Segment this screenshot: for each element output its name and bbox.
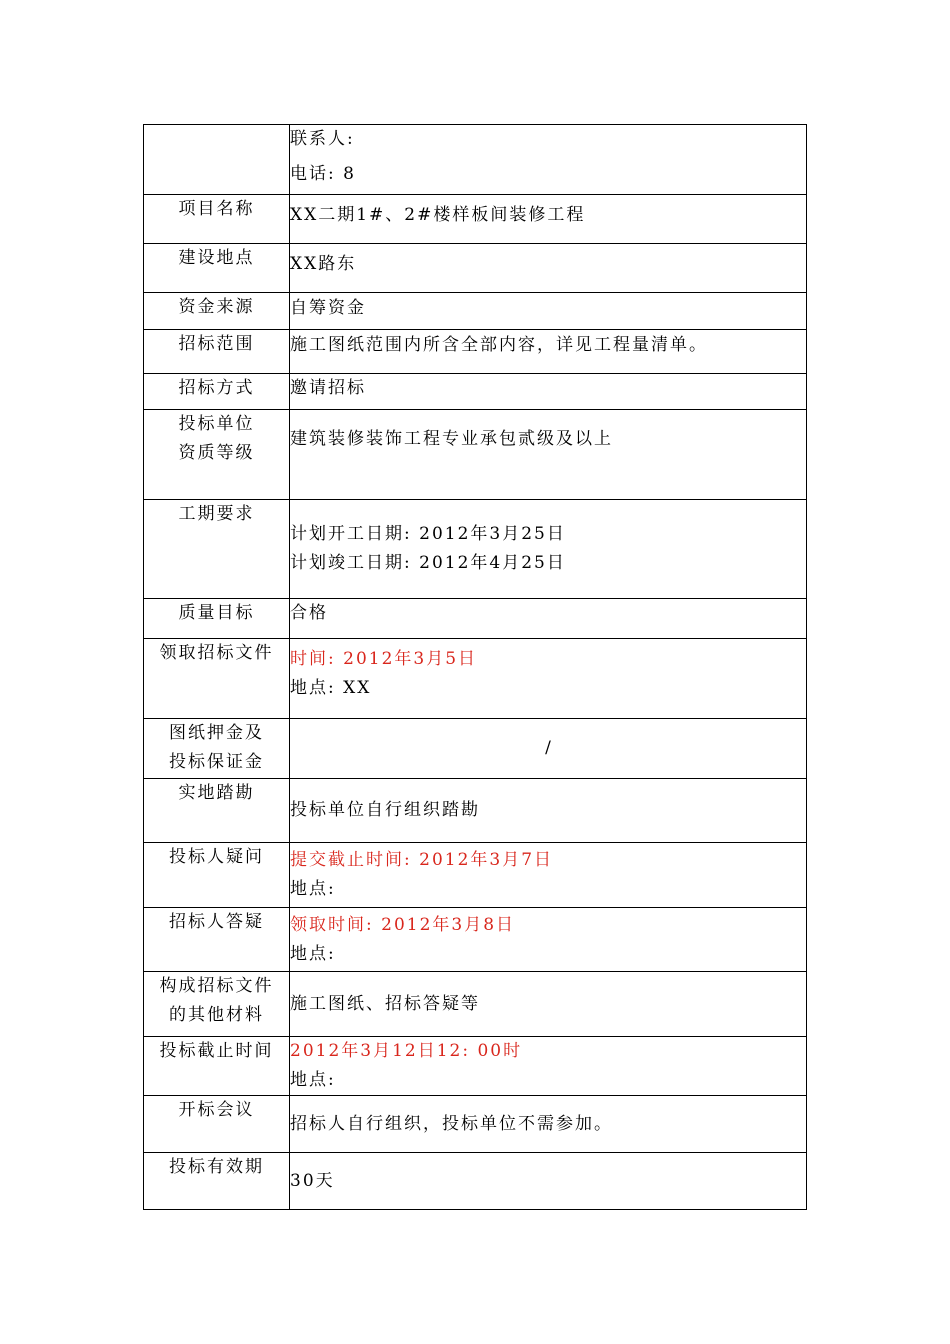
row-value <box>290 1037 807 1096</box>
table-row <box>144 639 807 719</box>
site-survey: 投标单位自行组织踏勘 <box>290 800 480 820</box>
table-row <box>144 500 807 599</box>
quality-target: 合格 <box>290 603 328 623</box>
row-value <box>290 639 807 719</box>
row-label: 招标人答疑 <box>144 908 290 972</box>
table-row <box>144 244 807 293</box>
table-row <box>144 972 807 1037</box>
construction-site: XX路东 <box>290 254 357 274</box>
row-label: 开标会议 <box>144 1096 290 1153</box>
bid-deadline: 2012年3月12日12: 00时 <box>290 1041 523 1061</box>
bid-place: 地点: <box>290 1070 336 1090</box>
question-place: 地点: <box>290 879 336 899</box>
row-label: 图纸押金及 投标保证金 <box>144 719 290 779</box>
question-deadline: 提交截止时间: 2012年3月7日 <box>290 850 554 870</box>
answer-collection-time: 领取时间: 2012年3月8日 <box>290 914 516 935</box>
table-row <box>144 410 807 500</box>
contact-person: 联系人: <box>290 129 355 149</box>
row-value <box>290 330 807 374</box>
tender-info-table <box>143 124 807 1210</box>
table-row <box>144 719 807 779</box>
row-label: 项目名称 <box>144 195 290 244</box>
bid-validity-period: 30天 <box>290 1170 335 1191</box>
row-label: 工期要求 <box>144 500 290 599</box>
tender-method: 邀请招标 <box>290 378 366 398</box>
row-label: 招标方式 <box>144 374 290 410</box>
tender-scope: 施工图纸范围内所含全部内容，详见工程量清单。 <box>290 335 708 355</box>
table-row <box>144 125 807 195</box>
table-row <box>144 1096 807 1153</box>
table-row <box>144 908 807 972</box>
document-collection-place: 地点: XX <box>290 678 372 698</box>
row-value <box>290 1153 807 1210</box>
row-label: 质量目标 <box>144 599 290 639</box>
row-value <box>290 779 807 843</box>
contact-phone: 电话: 8 <box>290 164 356 184</box>
table-row <box>144 599 807 639</box>
bidder-qualification: 建筑装修装饰工程专业承包贰级及以上 <box>290 429 613 449</box>
table-row <box>144 843 807 908</box>
row-label: 投标有效期 <box>144 1153 290 1210</box>
row-label: 实地踏勘 <box>144 779 290 843</box>
table-row <box>144 1037 807 1096</box>
row-value <box>290 843 807 908</box>
row-value <box>290 599 807 639</box>
planned-finish-date: 计划竣工日期: 2012年4月25日 <box>290 553 566 573</box>
row-label: 资金来源 <box>144 293 290 330</box>
bid-opening-meeting: 招标人自行组织，投标单位不需参加。 <box>290 1113 613 1134</box>
table-row <box>144 779 807 843</box>
answer-place: 地点: <box>290 943 336 964</box>
row-value <box>290 908 807 972</box>
planned-start-date: 计划开工日期: 2012年3月25日 <box>290 524 566 544</box>
table-row <box>144 1153 807 1210</box>
row-value <box>290 195 807 244</box>
row-value <box>290 972 807 1037</box>
document-collection-time: 时间: 2012年3月5日 <box>290 649 478 669</box>
row-label: 投标单位 资质等级 <box>144 410 290 500</box>
row-label: 领取招标文件 <box>144 639 290 719</box>
table-row <box>144 293 807 330</box>
other-materials: 施工图纸、招标答疑等 <box>290 993 480 1014</box>
row-value <box>290 125 807 195</box>
row-label: 建设地点 <box>144 244 290 293</box>
row-value <box>290 244 807 293</box>
deposit-value: / <box>545 738 551 758</box>
row-label: 构成招标文件 的其他材料 <box>144 972 290 1037</box>
row-value <box>290 719 807 779</box>
row-value <box>290 410 807 500</box>
row-value <box>290 500 807 599</box>
project-name: XX二期1#、2#楼样板间装修工程 <box>290 205 586 225</box>
row-value <box>290 1096 807 1153</box>
table-row <box>144 195 807 244</box>
row-label <box>144 125 290 195</box>
table-row <box>144 330 807 374</box>
row-label: 招标范围 <box>144 330 290 374</box>
row-value <box>290 293 807 330</box>
row-label: 投标人疑问 <box>144 843 290 908</box>
row-label: 投标截止时间 <box>144 1037 290 1096</box>
fund-source: 自筹资金 <box>290 298 366 318</box>
row-value <box>290 374 807 410</box>
table-row <box>144 374 807 410</box>
